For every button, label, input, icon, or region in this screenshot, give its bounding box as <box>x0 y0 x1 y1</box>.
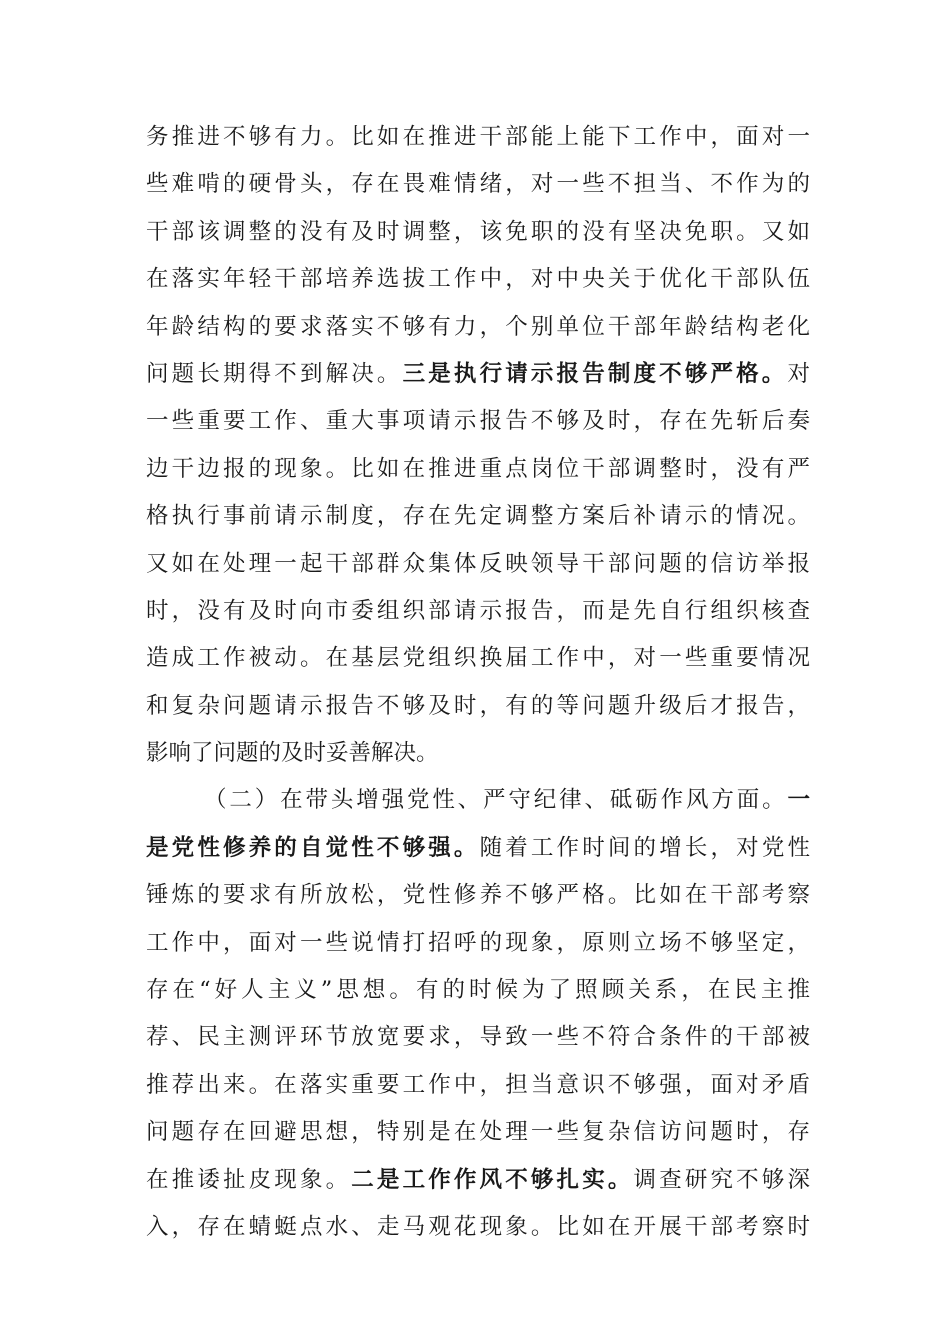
text-line <box>146 730 810 777</box>
text-segment: 在推诿扯皮现象。 <box>146 1166 352 1193</box>
bold-text-segment: 三是执行请示报告制度不够严格。 <box>402 360 788 387</box>
bold-text-segment: 一 <box>787 787 810 814</box>
text-segment: 干部该调整的没有及时调整，该免职的没有坚决免职。又如 <box>146 218 810 245</box>
text-segment: 造成工作被动。在基层党组织换届工作中，对一些重要情况 <box>146 645 810 672</box>
bold-text-segment: 是党性修养的自觉性不够强。 <box>146 834 480 861</box>
text-segment: 和复杂问题请示报告不够及时，有的等问题升级后才报告， <box>146 692 810 719</box>
text-line <box>146 114 810 161</box>
text-line <box>146 209 810 256</box>
text-line <box>146 351 810 398</box>
text-line <box>146 920 810 967</box>
text-line <box>146 1109 810 1156</box>
text-line <box>146 1014 810 1061</box>
text-line <box>146 683 810 730</box>
text-segment: 时，没有及时向市委组织部请示报告，而是先自行组织核查 <box>146 597 810 624</box>
text-segment: 荐、民主测评环节放宽要求，导致一些不符合条件的干部被 <box>146 1024 810 1051</box>
text-segment: 格执行事前请示制度，存在先定调整方案后补请示的情况。 <box>146 503 810 530</box>
text-line <box>146 1204 810 1251</box>
text-segment: 又如在处理一起干部群众集体反映领导干部问题的信访举报 <box>146 550 810 577</box>
text-segment: 一些重要工作、重大事项请示报告不够及时，存在先斩后奏 <box>146 408 810 435</box>
text-segment: 随着工作时间的增长，对党性 <box>479 834 810 861</box>
text-line <box>146 777 810 824</box>
text-segment: 工作中，面对一些说情打招呼的现象，原则立场不够坚定， <box>146 929 810 956</box>
text-line <box>146 493 810 540</box>
text-line <box>146 304 810 351</box>
bold-text-segment: 二是工作作风不够扎实。 <box>351 1166 634 1193</box>
text-line <box>146 1157 810 1204</box>
text-segment: 影响了问题的及时妥善解决。 <box>146 740 439 767</box>
text-line <box>146 825 810 872</box>
text-line <box>146 161 810 208</box>
text-segment: 调查研究不够深 <box>633 1166 810 1193</box>
text-segment: 问题存在回避思想，特别是在处理一些复杂信访问题时，存 <box>146 1119 810 1146</box>
text-segment: 些难啃的硬骨头，存在畏难情绪，对一些不担当、不作为的 <box>146 171 810 198</box>
text-segment: 在落实年轻干部培养选拔工作中，对中央关于优化干部队伍 <box>146 266 810 293</box>
text-segment: 问题长期得不到解决。 <box>146 360 403 387</box>
text-line <box>146 588 810 635</box>
text-segment: （二）在带头增强党性、严守纪律、砥砺作风方面。 <box>204 787 788 814</box>
body-text <box>146 114 810 1251</box>
text-line <box>146 1062 810 1109</box>
text-line <box>146 398 810 445</box>
text-line <box>146 541 810 588</box>
text-segment: 边干边报的现象。比如在推进重点岗位干部调整时，没有严 <box>146 455 810 482</box>
text-segment: 年龄结构的要求落实不够有力，个别单位干部年龄结构老化 <box>146 313 810 340</box>
text-segment: 存在“好人主义”思想。有的时候为了照顾关系，在民主推 <box>146 977 810 1004</box>
text-segment: 务推进不够有力。比如在推进干部能上能下工作中，面对一 <box>146 124 810 150</box>
text-line <box>146 256 810 303</box>
text-line <box>146 872 810 919</box>
text-segment: 对 <box>787 360 810 387</box>
text-segment: 锤炼的要求有所放松，党性修养不够严格。比如在干部考察 <box>146 882 810 909</box>
text-segment: 推荐出来。在落实重要工作中，担当意识不够强，面对矛盾 <box>146 1071 810 1098</box>
text-line <box>146 967 810 1014</box>
text-line <box>146 446 810 493</box>
text-segment: 入，存在蜻蜓点水、走马观花现象。比如在开展干部考察时 <box>146 1213 810 1240</box>
text-line <box>146 635 810 682</box>
